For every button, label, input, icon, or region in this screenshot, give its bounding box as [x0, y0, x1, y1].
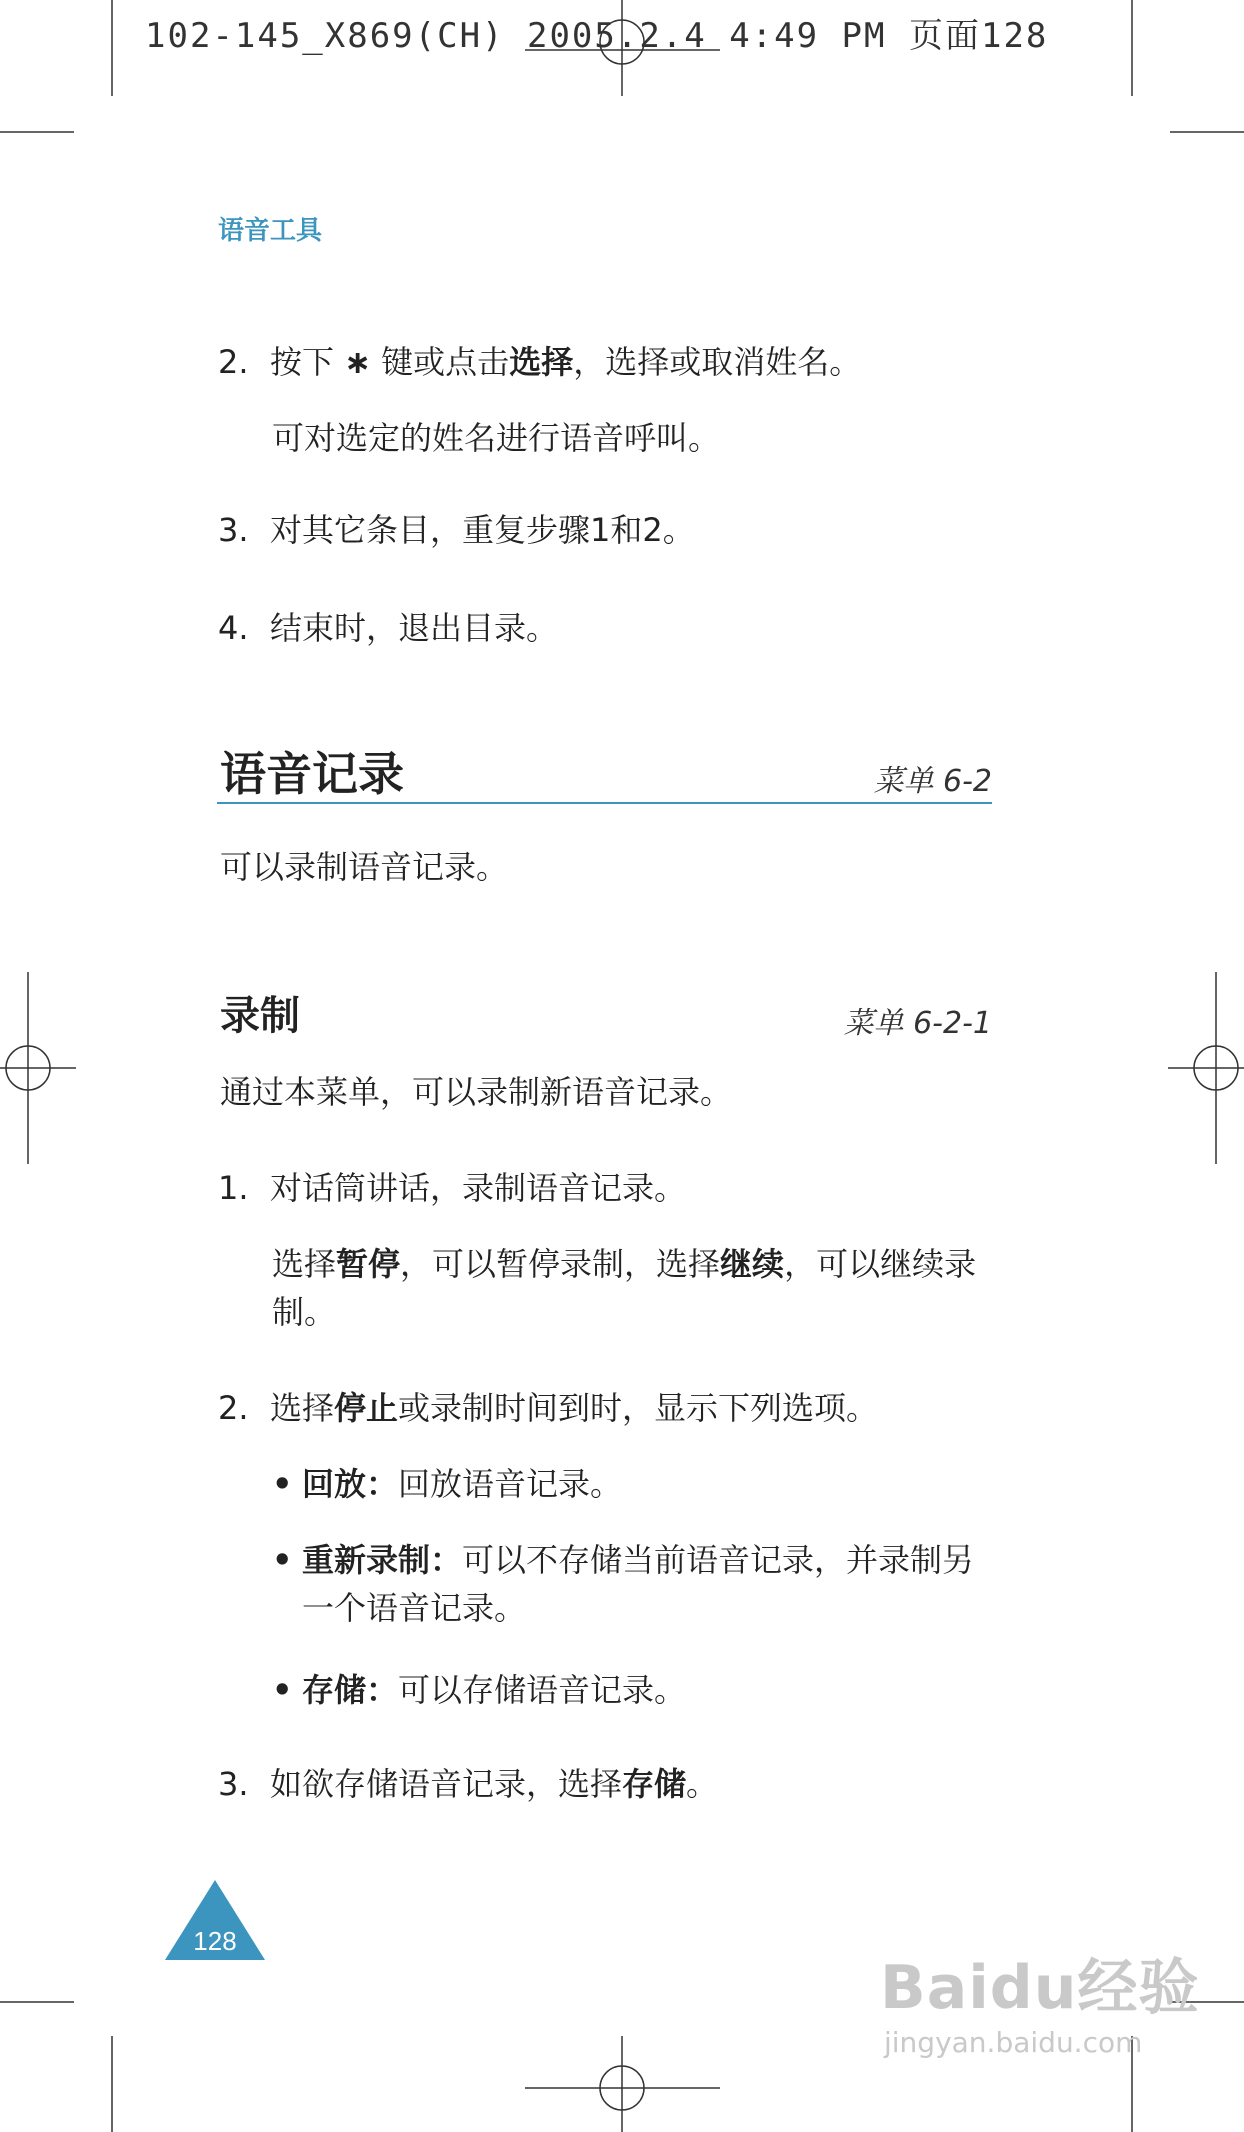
text-run: ，选择或取消姓名。 [573, 343, 862, 381]
text-run: 或录制时间到时，显示下列选项。 [398, 1389, 879, 1427]
text-run: ，可以继续录 [784, 1245, 977, 1283]
text-run: 。 [686, 1765, 719, 1803]
print-slug: 102-145_X869(CH) 2005.2.4 4:49 PM 页面128 [145, 16, 1049, 56]
text-run: 键或点击 [371, 343, 510, 381]
record-step-1-note-cont: 制。 [272, 1293, 337, 1331]
option-label: 存储： [302, 1671, 399, 1709]
menu-reference: 菜单 6-2-1 [843, 1006, 992, 1041]
running-head: 语音工具 [218, 216, 323, 246]
bold-term: 选择 [509, 343, 574, 381]
option-item [272, 1536, 974, 1584]
bullet-icon: • [272, 1465, 293, 1503]
record-step-2 [218, 1384, 878, 1432]
bullet-icon: • [272, 1541, 293, 1579]
watermark-url: jingyan.baidu.com [884, 2026, 1143, 2059]
step-number: 3. [218, 511, 249, 549]
bold-term: 停止 [334, 1389, 399, 1427]
section-title: 语音记录 [220, 747, 404, 801]
record-step-1 [218, 1164, 686, 1212]
step-number: 3. [218, 1765, 249, 1803]
baidu-watermark [880, 1940, 1199, 2059]
option-text: 可以存储语音记录。 [398, 1671, 687, 1709]
option-label: 回放： [302, 1465, 399, 1503]
text-run: 选择 [272, 1245, 337, 1283]
page-number: 128 [193, 1926, 237, 1956]
bold-term: 暂停 [336, 1245, 401, 1283]
step-number: 2. [218, 1389, 249, 1427]
text-run: 选择 [270, 1389, 335, 1427]
text-run: ，可以暂停录制，选择 [400, 1245, 721, 1283]
subsection-title: 录制 [220, 993, 300, 1039]
option-text-cont: 一个语音记录。 [302, 1589, 527, 1627]
option-item [272, 1666, 686, 1714]
step-number: 2. [218, 343, 249, 381]
star-key: ∗ [344, 343, 371, 381]
text-run: 按下 [270, 343, 345, 381]
option-label: 重新录制： [302, 1541, 463, 1579]
text-run: 如欲存储语音记录，选择 [270, 1765, 623, 1803]
option-text: 回放语音记录。 [398, 1465, 623, 1503]
text-run: 对其它条目，重复步骤1和2。 [270, 511, 695, 549]
text-run: 对话筒讲话，录制语音记录。 [270, 1169, 687, 1207]
bold-term: 继续 [720, 1245, 785, 1283]
step-2-note: 可对选定的姓名进行语音呼叫。 [272, 419, 721, 457]
watermark-logo: Baidu经验 [880, 1953, 1200, 2023]
step-3 [218, 506, 695, 554]
bullet-icon: • [272, 1671, 293, 1709]
record-step-1-note [272, 1240, 976, 1288]
page-number-badge [165, 1880, 265, 1960]
menu-reference: 菜单 6-2 [873, 764, 992, 799]
step-number: 4. [218, 609, 249, 647]
step-2 [218, 338, 861, 386]
text-run: 结束时，退出目录。 [270, 609, 559, 647]
step-4 [218, 604, 558, 652]
step-number: 1. [218, 1169, 249, 1207]
option-item [272, 1460, 622, 1508]
section-rule [217, 802, 992, 804]
record-step-3 [218, 1760, 718, 1808]
option-text: 可以不存储当前语音记录，并录制另 [462, 1541, 975, 1579]
bold-term: 存储 [622, 1765, 687, 1803]
section-intro: 可以录制语音记录。 [220, 848, 509, 886]
subsection-intro: 通过本菜单，可以录制新语音记录。 [220, 1073, 733, 1111]
